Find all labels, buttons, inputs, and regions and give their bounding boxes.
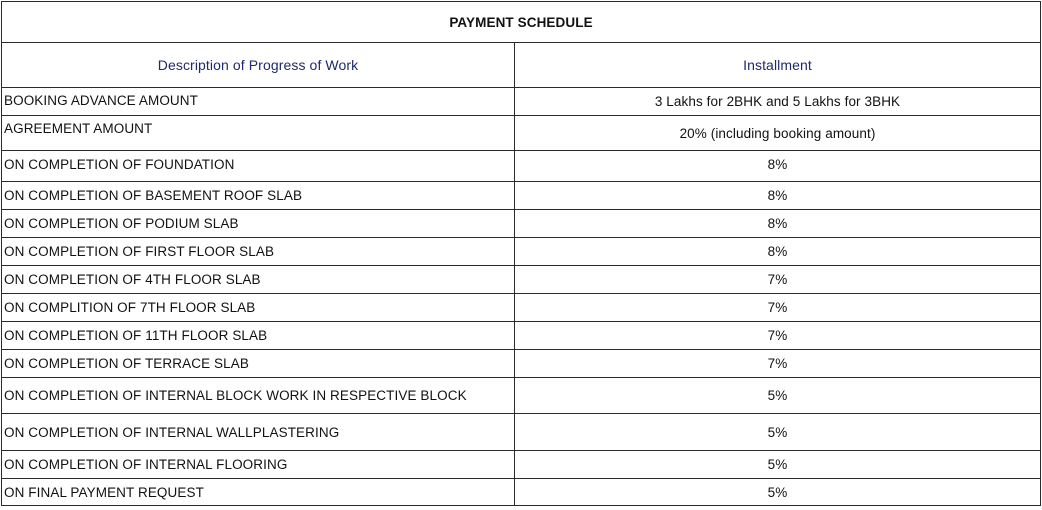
row-installment: 7% — [515, 322, 1041, 350]
table-row — [2, 322, 1041, 350]
table-row — [2, 238, 1041, 266]
row-description: ON COMPLITION OF 7TH FLOOR SLAB — [2, 294, 515, 322]
row-installment: 3 Lakhs for 2BHK and 5 Lakhs for 3BHK — [515, 88, 1041, 116]
row-description: ON FINAL PAYMENT REQUEST — [2, 479, 515, 506]
row-installment: 5% — [515, 414, 1041, 451]
table-row — [2, 414, 1041, 451]
row-description: AGREEMENT AMOUNT — [2, 116, 515, 151]
table-title: PAYMENT SCHEDULE — [2, 2, 1041, 43]
row-description: ON COMPLETION OF 11TH FLOOR SLAB — [2, 322, 515, 350]
table-row — [2, 88, 1041, 116]
row-description: ON COMPLETION OF INTERNAL BLOCK WORK IN RESPECTIVE BLOCK — [2, 378, 515, 414]
title-row — [2, 2, 1041, 43]
row-installment: 5% — [515, 479, 1041, 506]
payment-schedule-table — [1, 1, 1041, 506]
table-row — [2, 378, 1041, 414]
row-installment: 8% — [515, 210, 1041, 238]
table-row — [2, 479, 1041, 506]
table-row — [2, 116, 1041, 151]
table-row — [2, 350, 1041, 378]
row-installment: 7% — [515, 350, 1041, 378]
row-description: ON COMPLETION OF BASEMENT ROOF SLAB — [2, 182, 515, 210]
row-installment: 8% — [515, 151, 1041, 182]
table-row — [2, 451, 1041, 479]
row-installment: 5% — [515, 451, 1041, 479]
row-description: ON COMPLETION OF TERRACE SLAB — [2, 350, 515, 378]
row-description: ON COMPLETION OF FIRST FLOOR SLAB — [2, 238, 515, 266]
row-installment: 8% — [515, 182, 1041, 210]
table-row — [2, 151, 1041, 182]
row-description: ON COMPLETION OF INTERNAL WALLPLASTERING — [2, 414, 515, 451]
table-row — [2, 210, 1041, 238]
row-description: ON COMPLETION OF INTERNAL FLOORING — [2, 451, 515, 479]
table-row — [2, 294, 1041, 322]
table-row — [2, 182, 1041, 210]
table-row — [2, 266, 1041, 294]
row-installment: 8% — [515, 238, 1041, 266]
column-header-description: Description of Progress of Work — [2, 43, 515, 88]
row-description: ON COMPLETION OF FOUNDATION — [2, 151, 515, 182]
row-description: BOOKING ADVANCE AMOUNT — [2, 88, 515, 116]
row-installment: 5% — [515, 378, 1041, 414]
column-header-installment: Installment — [515, 43, 1041, 88]
row-installment: 7% — [515, 294, 1041, 322]
column-header-row — [2, 43, 1041, 88]
row-installment: 20% (including booking amount) — [515, 116, 1041, 151]
row-installment: 7% — [515, 266, 1041, 294]
row-description: ON COMPLETION OF PODIUM SLAB — [2, 210, 515, 238]
row-description: ON COMPLETION OF 4TH FLOOR SLAB — [2, 266, 515, 294]
